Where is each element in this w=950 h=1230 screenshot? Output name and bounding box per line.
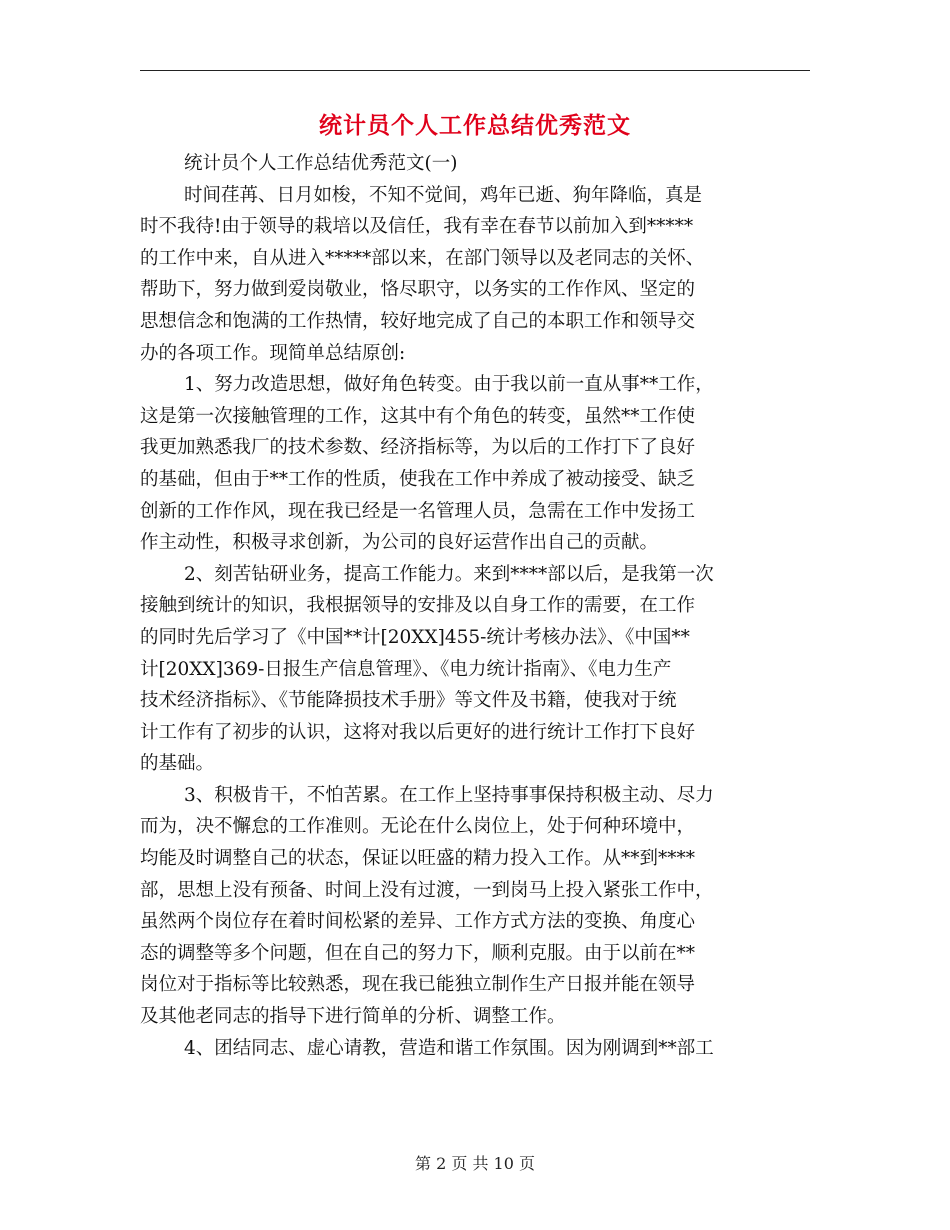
body-line: 时间荏苒、日月如梭，不知不觉间，鸡年已逝、狗年降临，真是 [184,184,703,206]
body-line: 而为，决不懈怠的工作准则。无论在什么岗位上，处于何种环境中， [140,816,696,838]
body-line: 这是第一次接触管理的工作，这其中有个角色的转变，虽然**工作使 [140,405,696,427]
body-line: 计[20XX]369-日报生产信息管理》、《电力统计指南》、《电力生产 [140,658,672,680]
body-line: 统计员个人工作总结优秀范文(一) [184,153,458,174]
body-line: 的基础，但由于**工作的性质，使我在工作中养成了被动接受、缺乏 [140,468,696,490]
body-line: 岗位对于指标等比较熟悉，现在我已能独立制作生产日报并能在领导 [140,974,696,996]
page-number: 第 2 页 共 10 页 [415,1154,535,1173]
body-line: 时不我待!由于领导的栽培以及信任，我有幸在春节以前加入到***** [140,216,694,238]
body-line: 的同时先后学习了《中国**计[20XX]455-统计考核办法》、《中国** [140,626,690,648]
body-line: 4、团结同志、虚心请教，营造和谐工作氛围。因为刚调到**部工 [184,1037,714,1059]
body-line: 思想信念和饱满的工作热情，较好地完成了自己的本职工作和领导交 [140,310,696,332]
body-line: 接触到统计的知识，我根据领导的安排及以自身工作的需要，在工作 [140,595,696,617]
body-line: 1、努力改造思想，做好角色转变。由于我以前一直从事**工作， [184,374,714,396]
header-rule [140,70,810,71]
body-line: 计工作有了初步的认识，这将对我以后更好的进行统计工作打下良好 [140,721,696,743]
body-line: 部，思想上没有预备、时间上没有过渡，一到岗马上投入紧张工作中， [140,879,714,901]
body-line: 2、刻苦钻研业务，提高工作能力。来到****部以后，是我第一次 [184,563,714,585]
body-line: 创新的工作作风，现在我已经是一名管理人员，急需在工作中发扬工 [140,500,696,522]
body-line: 帮助下，努力做到爱岗敬业，恪尽职守，以务实的工作作风、坚定的 [140,279,696,301]
body-line: 的工作中来，自从进入*****部以来，在部门领导以及老同志的关怀、 [140,247,705,269]
document-title: 统计员个人工作总结优秀范文 [319,112,631,139]
body-line: 态的调整等多个问题，但在自己的努力下，顺利克服。由于以前在** [140,942,696,964]
body-line: 3、积极肯干，不怕苦累。在工作上坚持事事保持积极主动、尽力 [184,784,714,806]
body-line: 均能及时调整自己的状态，保证以旺盛的精力投入工作。从**到**** [140,848,696,870]
body-line: 及其他老同志的指导下进行简单的分析、调整工作。 [140,1006,566,1028]
body-line: 的基础。 [140,753,215,775]
body-line: 作主动性，积极寻求创新，为公司的良好运营作出自己的贡献。 [140,532,659,554]
body-line: 办的各项工作。现简单总结原创: [140,342,406,364]
body-line: 技术经济指标》、《节能降损技术手册》等文件及书籍，使我对于统 [140,690,677,712]
body-line: 我更加熟悉我厂的技术参数、经济指标等，为以后的工作打下了良好 [140,437,696,459]
document-body [140,148,810,1064]
body-line: 虽然两个岗位存在着时间松紧的差异、工作方式方法的变换、角度心 [140,911,696,933]
